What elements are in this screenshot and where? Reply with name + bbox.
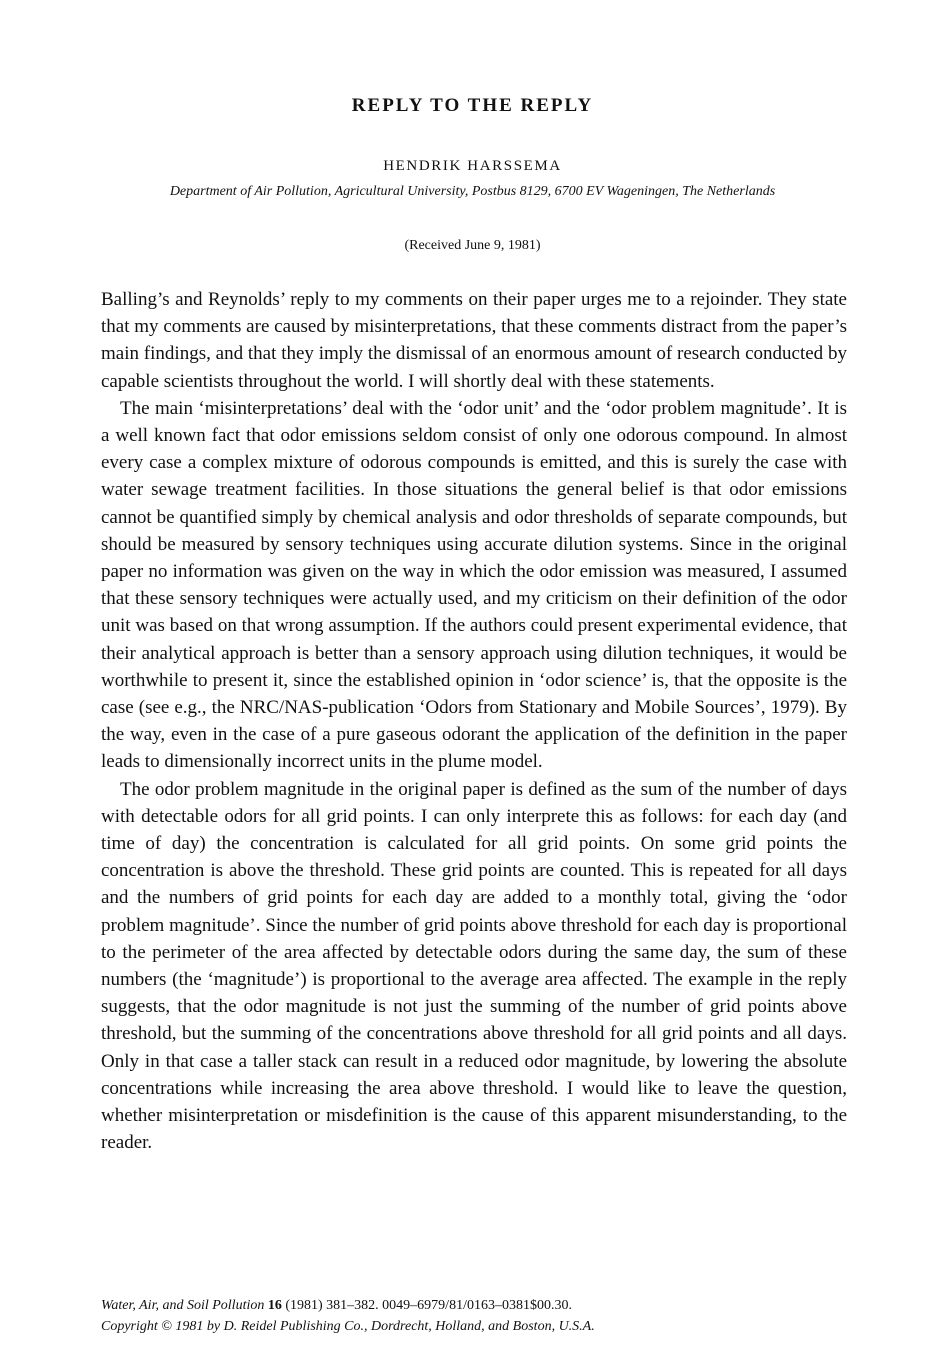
footer-citation	[101, 1295, 861, 1337]
body-paragraph: Balling’s and Reynolds’ reply to my comments on their paper urges me to a rejoinder. They state that my comments are caused by misinterpretations, that these comments distract from the paper’s main findings, and that they imply the dismissal of an enormous amount of research conducted by capable scientists throughout the world. I will shortly deal with these statements.	[101, 289, 847, 392]
journal-name: Water, Air, and Soil Pollution	[101, 1298, 265, 1313]
author-affiliation: Department of Air Pollution, Agricultural University, Postbus 8129, 6700 EV Wageningen, The Netherlands	[169, 184, 776, 199]
author-name: HENDRIK HARSSEMA	[383, 158, 562, 174]
body-paragraph: The main ‘misinterpretations’ deal with the ‘odor unit’ and the ‘odor problem magnitude’. It is a well known fact that odor emissions seldom consist of only one odorous compound. In almost every case a complex mixture of odorous compounds is emitted, and this is surely the case with water sewage treatment facilities. In those situations the general belief is that odor emissions cannot be quantified simply by chemical analysis and odor thresholds of separate compounds, but should be measured by sensory techniques using accurate dilution systems. Since in the original paper no information was given on the way in which the odor emission was measured, I assumed that these sensory techniques were actually used, and my criticism on their definition of the odor unit was based on that wrong assumption. If the authors could present experimental evidence, that their analytical approach is better than a sensory approach using dilution techniques, it would be worthwhile to present it, since the established opinion in ‘odor science’ is, that the opposite is the case (see e.g., the NRC/NAS-publication ‘Odors from Stationary and Mobile Sources’, 1979). By the way, even in the case of a pure gaseous odorant the application of the definition in the paper leads to dimensionally incorrect units in the plume model.	[101, 397, 847, 773]
received-date: (Received June 9, 1981)	[404, 238, 541, 253]
copyright-line: Copyright © 1981 by D. Reidel Publishing Co., Dordrecht, Holland, and Boston, U.S.A.	[101, 1319, 595, 1334]
article-body	[101, 286, 847, 1157]
journal-citation-line	[101, 1295, 861, 1316]
article-title: REPLY TO THE REPLY	[351, 95, 594, 116]
body-paragraph: The odor problem magnitude in the original paper is defined as the sum of the number of days with detectable odors for all grid points. I can only interprete this as follows: for each day (and time of day) the concentration is calculated for all grid points. On some grid points the concentration is above the threshold. These grid points are counted. This is repeated for all days and the numbers of grid points for each day are added to a monthly total, giving the ‘odor problem magnitude’. Since the number of grid points above threshold for each day is proportional to the perimeter of the area affected by detectable odors during the same day, the sum of these numbers (the ‘magnitude’) is proportional to the average area affected. The example in the reply suggests, that the odor magnitude is not just the summing of the number of grid points above threshold, but the summing of the concentrations above threshold for all grid points and all days. Only in that case a taller stack can result in a reduced odor magnitude, by lowering the absolute concentrations while increasing the area above threshold. I would like to leave the question, whether misinterpretation or misdefinition is the cause of this apparent misunderstanding, to the reader.	[101, 778, 847, 1154]
citation-details: (1981) 381–382. 0049–6979/81/0163–0381$00.30.	[285, 1298, 572, 1313]
journal-volume: 16	[267, 1298, 282, 1313]
